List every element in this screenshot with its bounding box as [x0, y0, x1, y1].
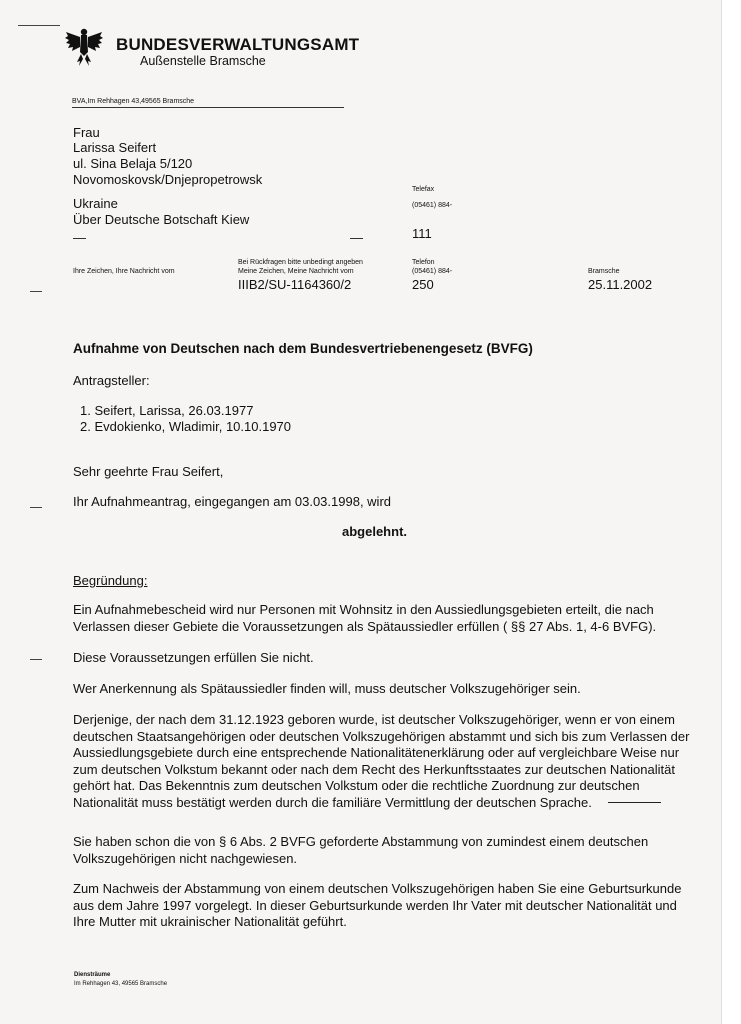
our-reference-label: Meine Zeichen, Meine Nachricht vom	[238, 268, 354, 275]
fold-mark-top	[18, 25, 60, 26]
our-reference-label: Bei Rückfragen bitte unbedingt angeben	[238, 259, 363, 266]
recipient-line: Frau	[73, 125, 100, 140]
recipient-line: ul. Sina Belaja 5/120	[73, 156, 193, 171]
fold-mark	[30, 507, 42, 508]
sender-address-line: BVA,Im Rehhagen 43,49565 Bramsche	[72, 98, 195, 105]
dash-mark: —	[73, 230, 86, 245]
your-reference-label: Ihre Zeichen, Ihre Nachricht vom	[73, 268, 175, 275]
sender-divider	[72, 107, 344, 108]
reason-paragraph: Ein Aufnahmebescheid wird nur Personen mit Wohnsitz in den Aussiedlungsgebieten erteilt, die nach Verlassen dieser Gebiete die Voraussetzungen als Spätaussiedler erfüllen ( §§ 27 Abs. 1, 4-6 BVFG).	[73, 602, 657, 634]
telefon-number: (05461) 884-	[412, 268, 453, 275]
letter-subject: Aufnahme von Deutschen nach dem Bundesvertriebenengesetz (BVFG)	[73, 341, 533, 356]
reason-heading: Begründung:	[73, 573, 148, 588]
handwritten-underline	[608, 802, 661, 803]
fold-mark	[30, 659, 42, 660]
reason-paragraph: Sie haben schon die von § 6 Abs. 2 BVFG geforderte Abstammung von zumindest einem deutschen Volkszugehörigen nicht nachgewiesen.	[73, 834, 649, 866]
decision-intro: Ihr Aufnahmeantrag, eingegangen am 03.03.1998, wird	[73, 494, 392, 509]
reason-paragraph: Derjenige, der nach dem 31.12.1923 geboren wurde, ist deutscher Volkszugehöriger, wenn er von einem deutschen Staatsangehörigen oder deutschen Volkszugehörigen abstammt und sich bis zum Verlassen der Aussiedlungsgebiete durch eine entsprechende Nationalitätenerklärung oder auf vergleichbare Weise nur zum deutschen Volkstum bekannt oder nach dem Recht des Herkunftsstaates zur deutschen Nationalität gehört hat. Das Bekenntnis zum deutschen Volkstum oder die rechtliche Zuordnung zur deutschen Nationalität muss bestätigt werden durch die familiäre Vermittlung der deutschen Sprache.	[73, 712, 690, 810]
recipient-line: Über Deutsche Botschaft Kiew	[73, 212, 250, 227]
footer-address: Im Rehhagen 43, 49565 Bramsche	[74, 981, 168, 987]
telefax-extension: 111	[412, 226, 432, 241]
applicant-item: 2. Evdokienko, Wladimir, 10.10.1970	[80, 419, 292, 434]
org-subtitle: Außenstelle Bramsche	[140, 54, 266, 68]
telefon-extension: 250	[412, 277, 434, 292]
applicant-item: 1. Seifert, Larissa, 26.03.1977	[80, 403, 254, 418]
org-name: BUNDESVERWALTUNGSAMT	[116, 35, 360, 54]
telefax-label: Telefax	[412, 186, 435, 193]
our-reference-value: IIIB2/SU-1164360/2	[238, 277, 352, 292]
footer-label: Diensträume	[74, 972, 111, 978]
recipient-line: Novomoskovsk/Dnjepropetrowsk	[73, 172, 263, 187]
reason-paragraph: Diese Voraussetzungen erfüllen Sie nicht.	[73, 650, 314, 665]
reason-paragraph: Wer Anerkennung als Spätaussiedler finden will, muss deutscher Volkszugehöriger sein.	[73, 681, 581, 696]
reason-paragraph: Zum Nachweis der Abstammung von einem deutschen Volkszugehörigen haben Sie eine Geburtsurkunde aus dem Jahre 1997 vorgelegt. In dieser Geburtsurkunde werden Ihr Vater mit deutscher Nationalität und Ihre Mutter mit ukrainischer Nationalität geführt.	[73, 881, 682, 929]
dash-mark: —	[350, 230, 363, 245]
place-label: Bramsche	[588, 268, 620, 275]
telefax-number: (05461) 884-	[412, 202, 453, 209]
recipient-line: Ukraine	[73, 196, 118, 211]
fold-mark	[30, 291, 42, 292]
applicants-label: Antragsteller:	[73, 373, 150, 388]
decision-text: abgelehnt.	[342, 524, 408, 539]
salutation: Sehr geehrte Frau Seifert,	[73, 464, 224, 479]
federal-eagle-icon	[64, 26, 104, 68]
letter-date: 25.11.2002	[588, 277, 653, 292]
recipient-line: Larissa Seifert	[73, 140, 157, 155]
telefon-label: Telefon	[412, 259, 435, 266]
